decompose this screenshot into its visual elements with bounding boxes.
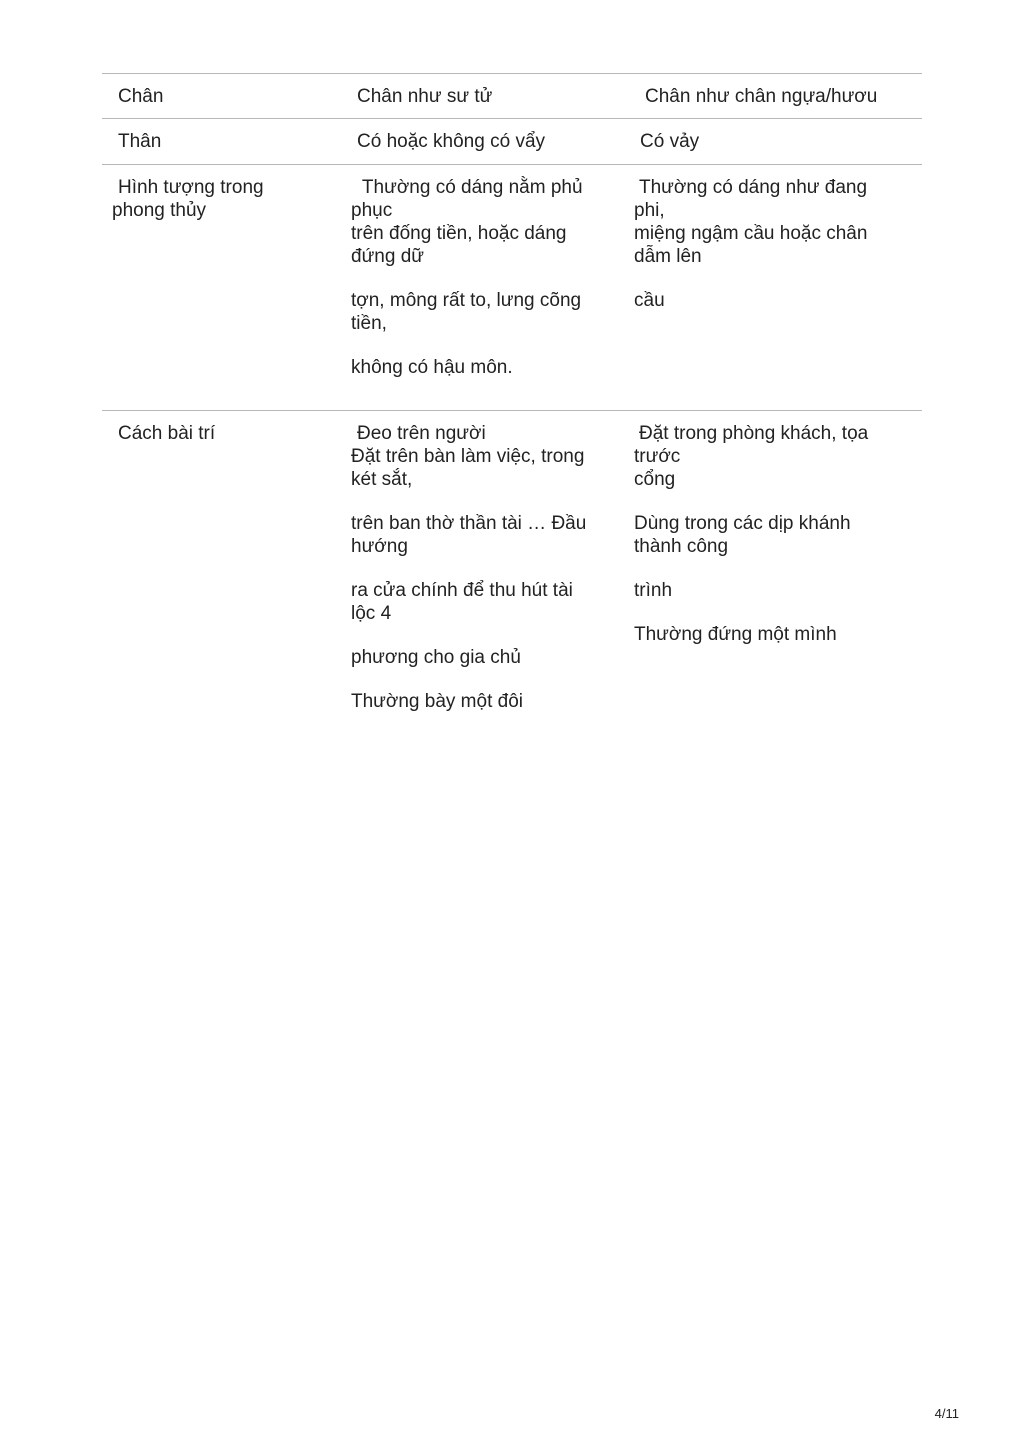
page-number: 4/11: [934, 1406, 959, 1421]
row-label-than: Thân: [118, 131, 162, 152]
row-chan-col2: Chân như chân ngựa/hươu: [645, 86, 878, 107]
row-chan-col1: Chân như sư tử: [357, 86, 493, 107]
row-hinh-tuong-col1: Thường có dáng nằm phủ phục trên đống tiền, hoặc dáng đứng dữ tợn, mông rất to, lưng cõng tiền, không có hậu môn.: [351, 177, 583, 378]
table-rule: [102, 118, 922, 119]
table-rule: [102, 164, 922, 165]
row-label-chan: Chân: [118, 86, 164, 107]
row-hinh-tuong-col2: Thường có dáng như đang phi, miệng ngậm cầu hoặc chân dẫm lên cầu: [634, 177, 868, 311]
row-label-hinh-tuong: Hình tượng trong phong thủy: [112, 177, 264, 221]
row-cach-bai-tri-col1: Đeo trên người Đặt trên bàn làm việc, trong két sắt, trên ban thờ thần tài … Đầu hướng ra cửa chính để thu hút tài lộc 4 phương cho gia chủ Thường bày một đôi: [351, 423, 587, 712]
row-cach-bai-tri-col2: Đặt trong phòng khách, tọa trước cổng Dùng trong các dịp khánh thành công trình Thường đứng một mình: [634, 423, 869, 645]
table-rule: [102, 73, 922, 74]
row-than-col1: Có hoặc không có vẩy: [357, 131, 546, 152]
row-than-col2: Có vảy: [640, 131, 700, 152]
table-rule: [102, 410, 922, 411]
row-label-cach-bai-tri: Cách bài trí: [118, 423, 216, 444]
